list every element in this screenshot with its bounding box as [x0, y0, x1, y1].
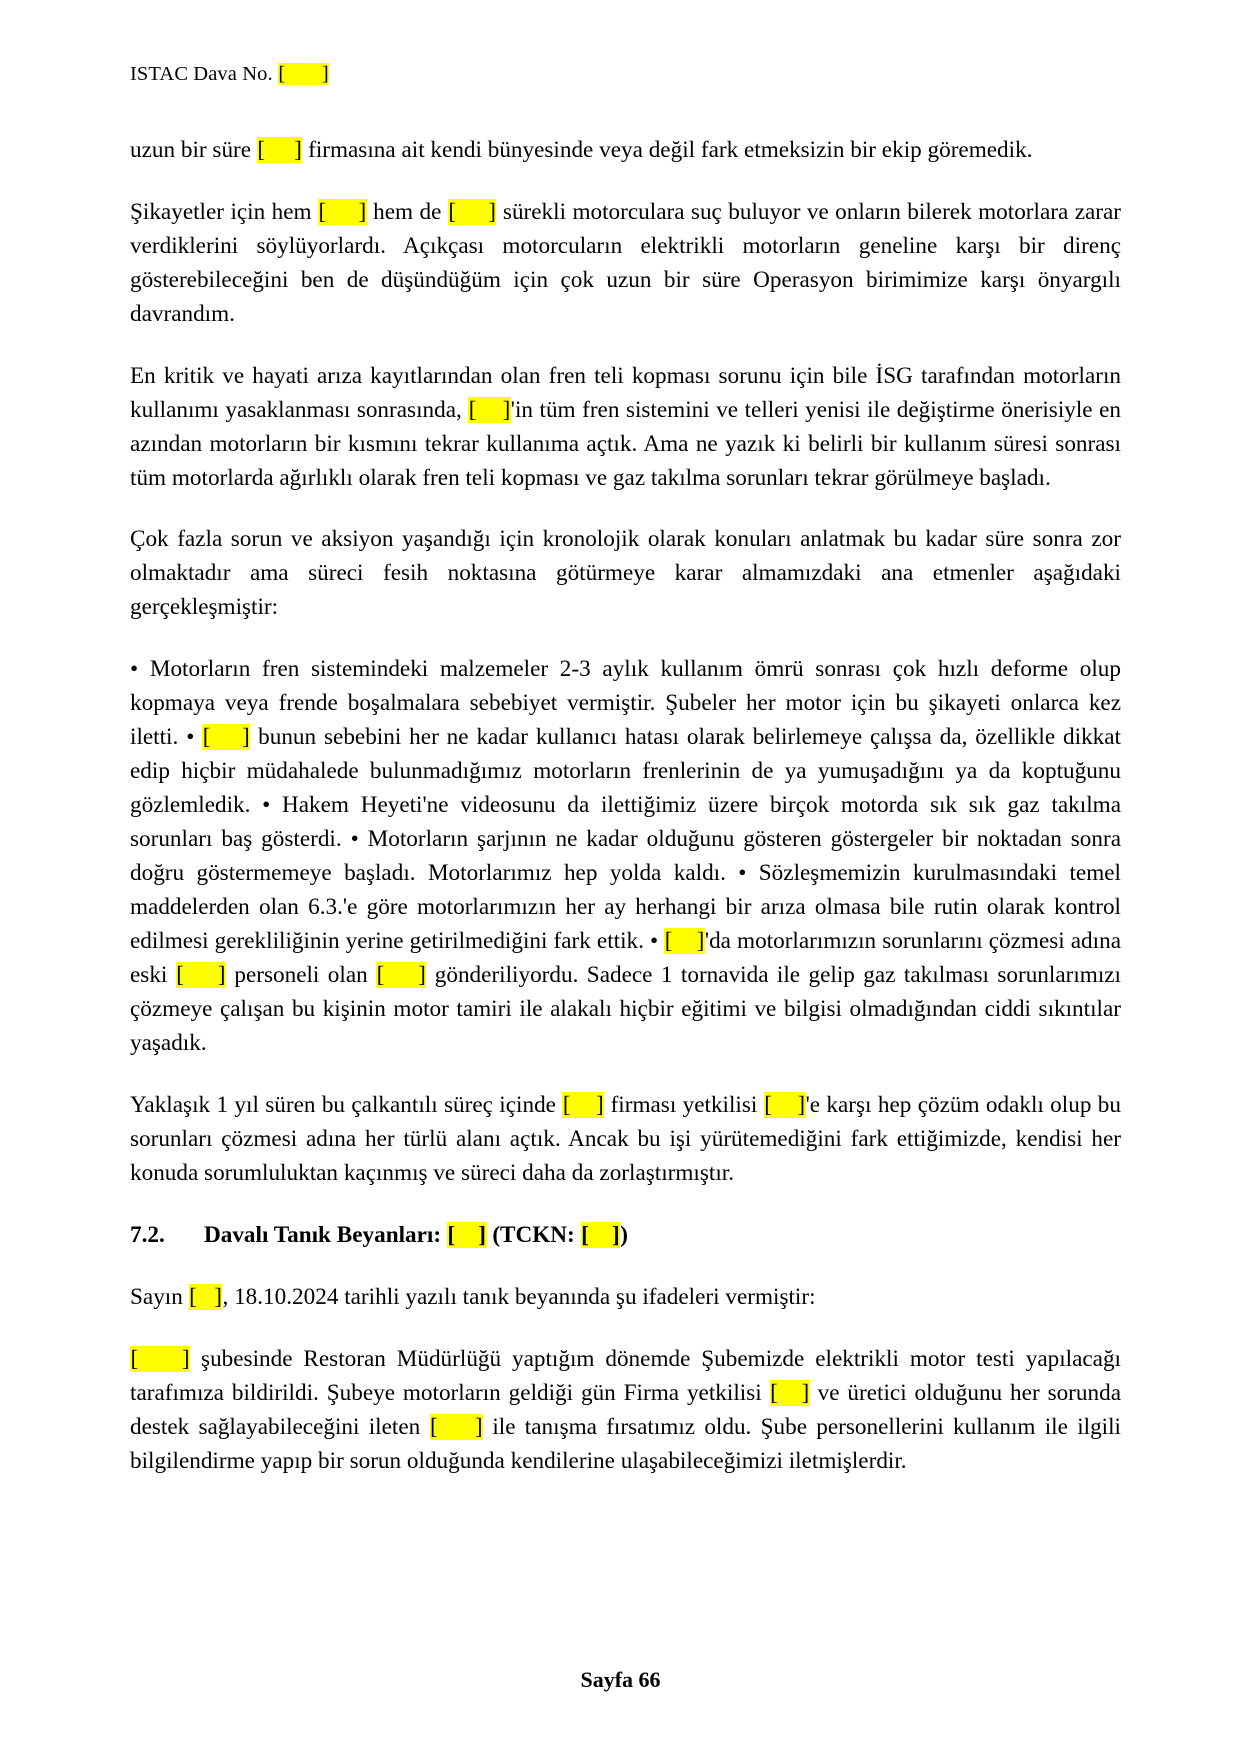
redaction-mark: [ ]: [664, 928, 705, 955]
section-heading-text: [204, 1222, 628, 1248]
text-run: 'da motorlarımızın sorunlarını çözmesi adına eski: [130, 928, 1121, 989]
text-run: ve üretici olduğunu her sorunda destek sağlayabileceğini ileten: [130, 1379, 1121, 1440]
text-run: 'e karşı hep çözüm odaklı olup bu sorunları çözmesi adına her türlü alanı açtık. Ancak bu işi yürütemediğini fark ettiğimizde, kendisi her konuda sorumluluktan kaçınmış ve süreci daha da zorlaştırmıştır.: [130, 1092, 1121, 1187]
text-run: firması yetkilisi: [604, 1092, 764, 1119]
text-run: gönderiliyordu. Sadece 1 tornavida ile gelip gaz takılması sorunlarımızı çözmeye çalışan bu kişinin motor tamiri ile alakalı hiçbir eğitimi ve bilgisi olmadığından ciddi sıkıntılar yaşadık.: [130, 962, 1121, 1057]
text-run: Davalı Tanık Beyanları:: [204, 1222, 447, 1249]
redaction-mark: [ ]: [581, 1222, 620, 1249]
paragraph: [130, 523, 1121, 625]
text-run: 'in tüm fren sistemini ve telleri yenisi ile değiştirme önerisiyle en azından motorların bir kısmını tekrar kullanıma açtık. Ama ne yazık ki belirli bir kullanım süresi sonrası tüm motorlarda ağırlıklı olarak fren teli kopması ve gaz takılma sorunları tekrar görülmeye başladı.: [130, 396, 1121, 491]
redaction-mark: [ ]: [468, 396, 511, 423]
paragraph: [130, 1089, 1121, 1191]
text-run: personeli olan: [225, 962, 377, 989]
redaction-mark: [ ]: [202, 724, 250, 751]
redaction-mark: [ ]: [130, 1345, 190, 1372]
text-run: Yaklaşık 1 yıl süren bu çalkantılı süreç içinde: [130, 1092, 563, 1119]
text-run: uzun bir süre: [130, 136, 257, 163]
text-run: ): [620, 1222, 628, 1249]
text-run: • Motorların fren sistemindeki malzemeler 2-3 aylık kullanım ömrü sonrası çok hızlı deforme olup kopmaya veya frende boşalmalara sebebiyet vermiştir. Şubeler her motor için bu şikayeti onlarca kez iletti. •: [130, 656, 1121, 751]
text-run: firmasına ait kendi bünyesinde veya değil fark etmeksizin bir ekip göremedik.: [302, 136, 1033, 163]
text-run: sürekli motorculara suç buluyor ve onların bilerek motorlara zarar verdiklerini söylüyorlardı. Açıkçası motorcuların elektrikli motorların geneline karşı bir direnç gösterebileceğini ben de düşündüğüm için çok uzun bir süre Operasyon birimimize karşı önyargılı davrandım.: [130, 198, 1122, 327]
section-heading: [130, 1219, 1121, 1253]
page-footer: Sayfa 66: [580, 1667, 661, 1692]
paragraph: [130, 196, 1121, 332]
case-number-redaction: [ ]: [278, 63, 329, 85]
text-run: En kritik ve hayati arıza kayıtlarından olan fren teli kopması sorunu için bile İSG tarafından motorların kullanımı yasaklanması sonrasında,: [130, 362, 1121, 423]
text-run: bunun sebebini her ne kadar kullanıcı hatası olarak belirlemeye çalışsa da, özellikle dikkat edip hiçbir müdahalede bulunmadığımız motorların frenlerinin de ya yumuşadığını ya da koptuğunu gözlemledik. • Hakem Heyeti'ne videosunu da ilettiğimiz üzere birçok motorda sık sık gaz takılma sorunları baş gösterdi. • Motorların şarjının ne kadar olduğunu gösteren göstergeler bir noktadan sonra doğru göstermemeye başladı. Motorlarımız hep yolda kaldı. • Sözleşmemizin kurulmasındaki temel maddelerden olan 6.3.'e göre motorlarımızın her ay herhangi bir arıza olmasa bile rutin olarak kontrol edilmesi gerekliliğinin yerine getirilmediğini fark ettik. •: [130, 724, 1121, 955]
paragraph: [130, 1281, 1121, 1315]
text-run: Çok fazla sorun ve aksiyon yaşandığı için kronolojik olarak konuları anlatmak bu kadar süre sonra zor olmaktadır ama süreci fesih noktasına götürmeye karar almamızdaki ana etmenler aşağıdaki gerçekleşmiştir:: [130, 526, 1121, 621]
section-number: 7.2.: [130, 1222, 165, 1249]
text-run: şubesinde Restoran Müdürlüğü yaptığım dönemde Şubemizde elektrikli motor testi yapılacağı tarafımıza bildirildi. Şubeye motorların geldiği gün Firma yetkilisi: [130, 1345, 1121, 1406]
redaction-mark: [ ]: [447, 1222, 487, 1249]
redaction-mark: [ ]: [770, 1379, 810, 1406]
document-body: [130, 134, 1121, 1479]
paragraph: [130, 653, 1121, 1061]
redaction-mark: [ ]: [764, 1092, 806, 1119]
redaction-mark: [ ]: [257, 136, 302, 163]
redaction-mark: [ ]: [376, 962, 426, 989]
text-run: , 18.10.2024 tarihli yazılı tanık beyanında şu ifadeleri vermiştir:: [222, 1283, 816, 1310]
case-number-label: ISTAC Dava No.: [130, 63, 273, 85]
text-run: ile tanışma fırsatımız oldu. Şube personellerini kullanım ile ilgili bilgilendirme yapıp bir sorun olduğunda kendilerine ulaşabileceğimizi iletmişlerdir.: [130, 1413, 1121, 1474]
paragraph: [130, 134, 1121, 168]
document-header: [130, 62, 1121, 88]
redaction-mark: [ ]: [176, 962, 226, 989]
text-run: hem de: [366, 198, 448, 225]
redaction-mark: [ ]: [430, 1413, 483, 1440]
redaction-mark: [ ]: [562, 1092, 604, 1119]
redaction-mark: [ ]: [448, 198, 496, 225]
redaction-mark: [ ]: [189, 1283, 222, 1310]
text-run: Şikayetler için hem: [130, 198, 319, 225]
text-run: (TCKN:: [486, 1222, 581, 1249]
text-run: Sayın: [130, 1283, 189, 1310]
paragraph: [130, 1343, 1121, 1479]
paragraph: [130, 360, 1121, 496]
redaction-mark: [ ]: [318, 198, 367, 225]
